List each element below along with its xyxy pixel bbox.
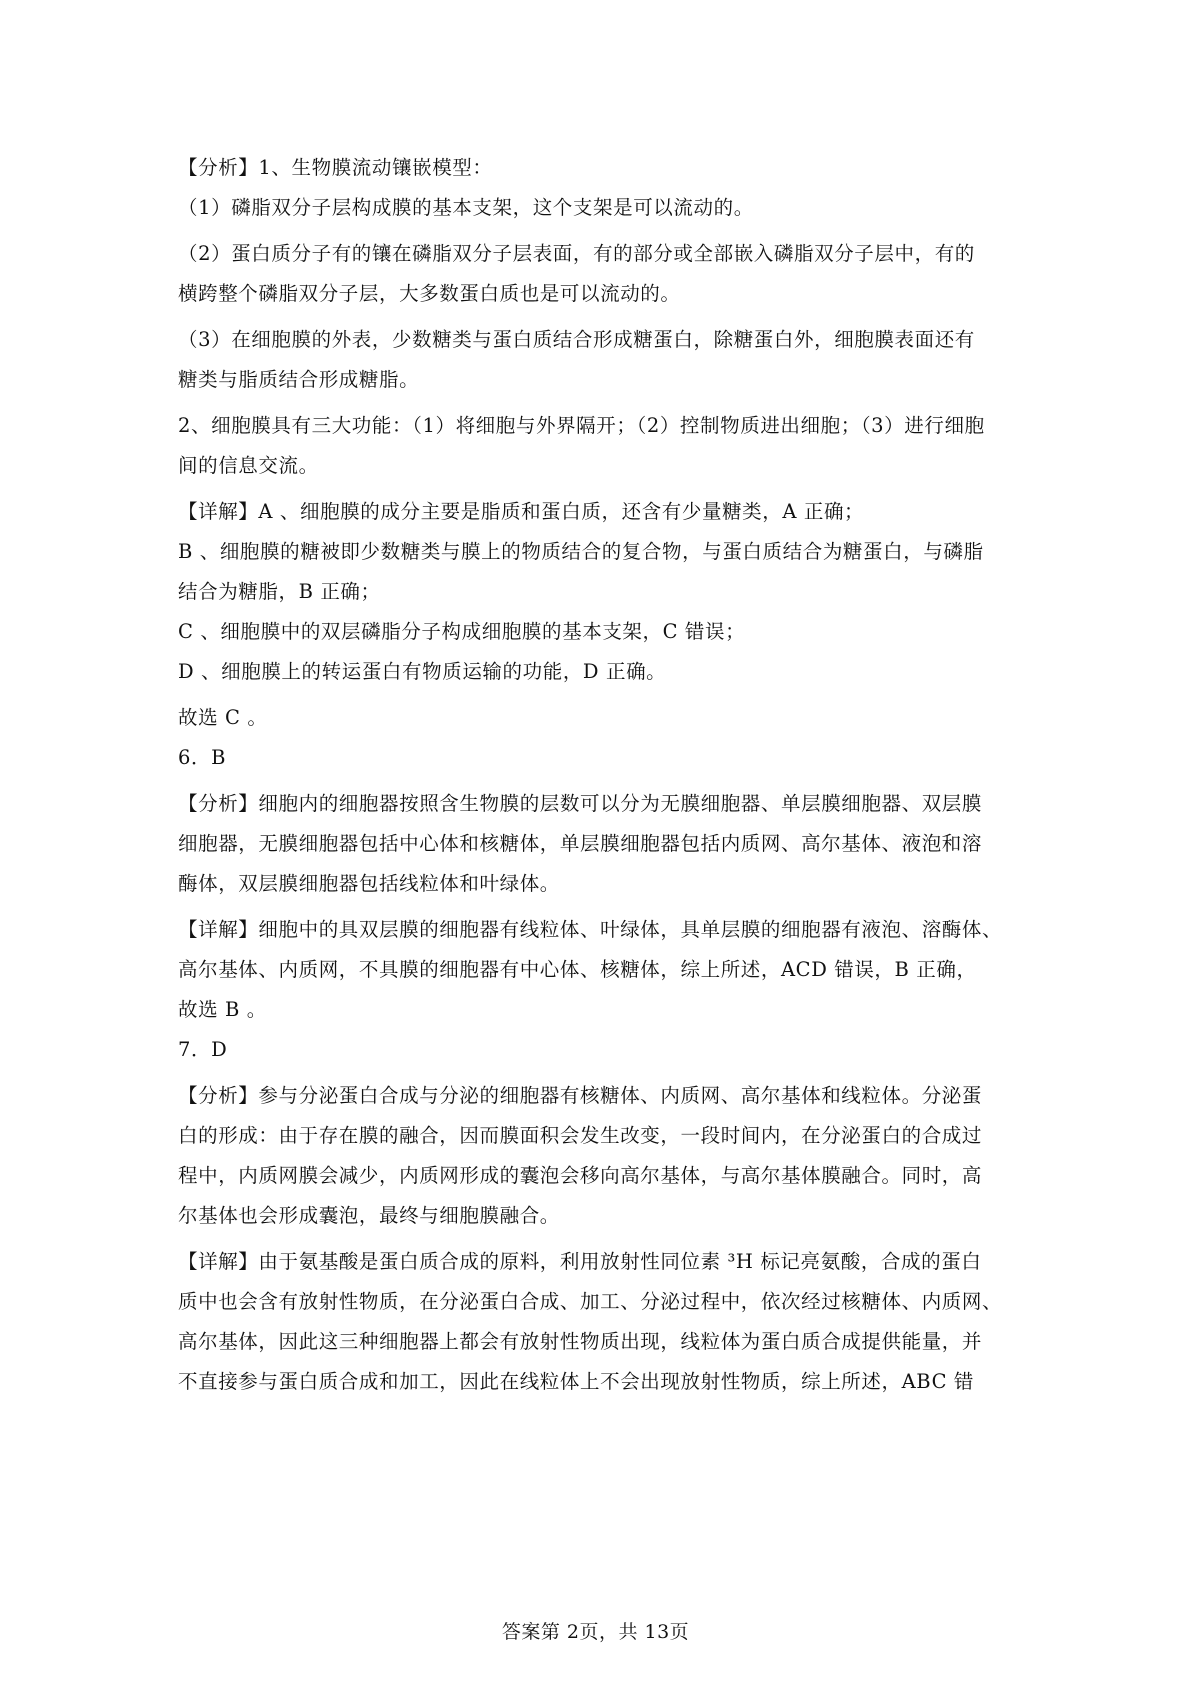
- text-line: 酶体，双层膜细胞器包括线粒体和叶绿体。: [178, 872, 560, 895]
- text-line: 故选 C 。: [178, 706, 268, 729]
- text-line: 【分析】细胞内的细胞器按照含生物膜的层数可以分为无膜细胞器、单层膜细胞器、双层膜: [178, 792, 983, 815]
- text-line: 高尔基体，因此这三种细胞器上都会有放射性物质出现，线粒体为蛋白质合成提供能量，并: [178, 1330, 983, 1353]
- text-line: 【分析】1、生物膜流动镶嵌模型：: [178, 156, 493, 179]
- page-content: [178, 152, 1018, 1398]
- text-line: 【详解】A 、细胞膜的成分主要是脂质和蛋白质，还含有少量糖类，A 正确；: [178, 500, 865, 523]
- text-line: 高尔基体、内质网，不具膜的细胞器有中心体、核糖体，综上所述，ACD 错误，B 正确，: [178, 958, 977, 981]
- text-line: （1）磷脂双分子层构成膜的基本支架，这个支架是可以流动的。: [178, 196, 754, 219]
- text-line: B 、细胞膜的糖被即少数糖类与膜上的物质结合的复合物，与蛋白质结合为糖蛋白，与磷脂: [178, 540, 984, 563]
- text-line: 质中也会含有放射性物质，在分泌蛋白合成、加工、分泌过程中，依次经过核糖体、内质网、: [178, 1290, 1003, 1313]
- answer-number: 6．B: [178, 746, 227, 769]
- text-line: 白的形成：由于存在膜的融合，因而膜面积会发生改变，一段时间内，在分泌蛋白的合成过: [178, 1124, 983, 1147]
- text-line: D 、细胞膜上的转运蛋白有物质运输的功能，D 正确。: [178, 660, 667, 683]
- text-line: 结合为糖脂，B 正确；: [178, 580, 381, 603]
- text-line: （3）在细胞膜的外表，少数糖类与蛋白质结合形成糖蛋白，除糖蛋白外，细胞膜表面还有: [178, 328, 975, 351]
- text-line: 尔基体也会形成囊泡，最终与细胞膜融合。: [178, 1204, 560, 1227]
- text-line: 故选 B 。: [178, 998, 267, 1021]
- text-line: C 、细胞膜中的双层磷脂分子构成细胞膜的基本支架，C 错误；: [178, 620, 746, 643]
- page-footer: 答案第 2页，共 13页: [501, 1621, 690, 1643]
- text-line: 不直接参与蛋白质合成和加工，因此在线粒体上不会出现放射性物质，综上所述，ABC 错: [178, 1370, 974, 1393]
- text-line: 【详解】细胞中的具双层膜的细胞器有线粒体、叶绿体，具单层膜的细胞器有液泡、溶酶体、: [178, 918, 1003, 941]
- text-line: 间的信息交流。: [178, 454, 319, 477]
- text-line: （2）蛋白质分子有的镶在磷脂双分子层表面，有的部分或全部嵌入磷脂双分子层中，有的: [178, 242, 975, 265]
- text-line: 横跨整个磷脂双分子层，大多数蛋白质也是可以流动的。: [178, 282, 681, 305]
- text-line: 程中，内质网膜会减少，内质网形成的囊泡会移向高尔基体，与高尔基体膜融合。同时，高: [178, 1164, 983, 1187]
- text-line: 糖类与脂质结合形成糖脂。: [178, 368, 420, 391]
- text-line: 细胞器，无膜细胞器包括中心体和核糖体，单层膜细胞器包括内质网、高尔基体、液泡和溶: [178, 832, 983, 855]
- answer-number: 7．D: [178, 1038, 228, 1061]
- text-line: 【详解】由于氨基酸是蛋白质合成的原料，利用放射性同位素 ³H 标记亮氨酸，合成的蛋白: [178, 1250, 982, 1273]
- text-line: 【分析】参与分泌蛋白合成与分泌的细胞器有核糖体、内质网、高尔基体和线粒体。分泌蛋: [178, 1084, 983, 1107]
- text-line: 2、细胞膜具有三大功能：（1）将细胞与外界隔开；（2）控制物质进出细胞；（3）进行细胞: [178, 414, 985, 437]
